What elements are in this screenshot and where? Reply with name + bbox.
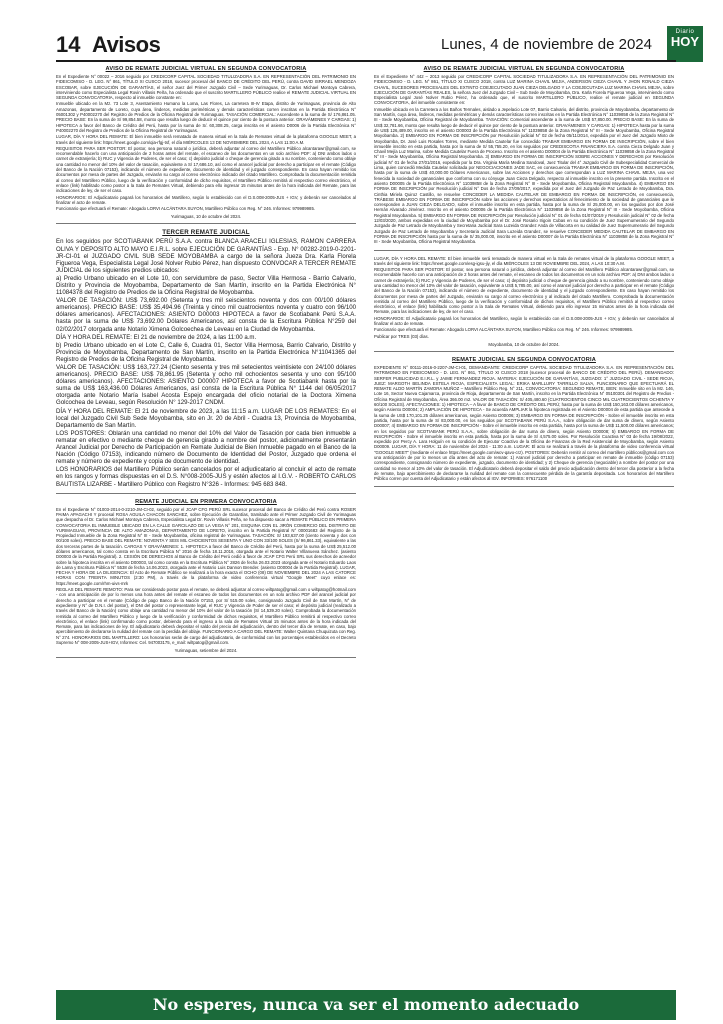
issue-date: Lunes, 4 de noviembre de 2024 [441,36,652,53]
notice-signature: Yurimaguas, setiembre del 2024. [174,648,238,654]
notice-paragraph: En el Expediente N° 01003-2014-0-2210-JM-CI-02, seguido por el JCAP CFG PERÚ SRL sucesor procesal del Banco de Crédito del Perú contra ROSER PAIMA APAGACHI Y procesal ROSA AGUILA CHACON SANCHEZ, sobre Ejecución de Garantías, tramitado ante el Primer Juzgado Civil de Yurimaguas que despacha el Dr. Carlos Michael Montoya Cabrera, Especialista Legal Dr. Rovin Villasis Peña, se ha dispuesto sacar a REMATE PÚBLICO EN PRIMERA CONVOCATORIA EL INMUEBLE UBICADO EN LA CALLE GARCILAZO DE LA VEGA N° 201, ESQUINA CON EL JIRÓN COMERCIO DEL DISTRITO DE YURIMAGUAS, PROVINCIA DE ALTO AMAZONAS, DEPARTAMENTO DE LORETO, inscrito en la Partida Registral N° 00001683 del Registro de la Propiedad Inmueble de la Zona Registral N° III - Sede Moyobamba, oficina registral de Yurimaguas. TASACIÓN: S/ 193,637.00 (ciento noventa y dos con 00/100 soles). PRECIO BASE DEL REMATE: NOVENTA Y SEIS MIL CHOCIENTOS SESENTA Y UNO CON 33/100 SOLES (S/ 96,861.33), equivalente a las dos terceras partes de la tasación. CARGAS Y GRAVÁMENES: 1. HIPOTECA a favor del Banco de Crédito del Perú, hasta por la suma de US$ 25,512.00 dólares americanos, tal como consta en la Escritura Pública N° 2016 de fecha 18.11.2016, otorgada ante el Notario Walter Villanueva Sánchez. (asiento D00003 de la Partida Registral). 2. CESIÓN DE DERECHOS al Banco de Crédito del Perú cedió a favor de JCAP CFG Perú SRL sus derechos de acreedor sobre la hipoteca inscrita en el asiento D00003, tal como consta en la Escritura Pública N° 2826 de fecha 26.03.2023 otorgada ante el Notario Eduardo Laos de Lama y Escritura Pública N° 5538 de fecha 14.06.2023, otorgada ante el Notario Luis Dannon Brender. (asiento D00004 de la Partida Registral). LUGAR, FECHA Y HORA DE LA DILIGENCIA: El Acto de Remate Público se realizará a la hora exacta el OCHO (08) DE NOVIEMBRE DEL 2024 A LAS CATORCE HORAS CON TREINTA MINUTOS (2:30 PM), a través de la plataforma de video conferencia virtual "Google Meet" cuyo enlace es: https://meet.google.com/rhm-uivs-mrk [56,506,356,586]
notice-title: AVISO DE REMATE JUDICIAL VIRTUAL EN SEGUNDA CONVOCATORIA [105,66,307,72]
notice-paragraph: REGLAS DEL REMATE REMOTO: Para ser considerado postor para el remate, se deberá adjuntar al correo wiltpatog@gmail.com o wiltpatog@hotmail.com - con una anticipación de por lo menos una hora antes del remate el escaneo de todos los documentos en un solo archivo PDF del arancel judicial por derecho a participar en el remate (Código de pago Banco de la Nación 07153, por S/ 515.00 soles, consignando Juzgado Civil de San Martín, N° de expediente y N° de D.N.I. del postor), el DNI del postor o representante legal, el RUC y Vigencia de Poder de ser el caso; el depósito judicial (realizado a través del Banco de la Nación) como oblaje una cantidad no menor del 10% del valor de la tasación (S/ 14,539.20 soles). Comprobada la documentación remitida al correo del Martillero Público y luego de la verificación y conformidad de dichos requisitos, el Martillero Público remitirá al respectivo correo electrónico, el enlace (link) confirmando como postor, debiendo para el ingreso a la sala de Remates Virtual 15 minutos antes de la hora indicada del Remate, para las indicaciones de ley. El adjudicatario deberá depositar el saldo del precio del adjudicación, dentro del tercer día de remate, en caso, bajo apercibimiento de declararse la nulidad del remate con la perdida del oblaje. FUNCIONARIO A CARGO DEL REMATE: Walter Quintana Chuquizuta con Reg. N° 274. HONORARIOS DEL MARTILLERO: Los honorarios serán de cargo del adjudicatario, de conformidad con los porcentajes establecidos en el Decreto Supremo N° 008-2005-JUS+IGV, Informes: Cel. 947003175, e_mail: wiltpatog@gmail.com. [56,587,356,646]
notice-paragraph: REQUISITOS PARA SER POSTOR: El postor, sea persona natural o jurídica, deberá adjuntar al correo del Martillero Público alcantarawr@gmail.com, se recomendable hacerlo con una anticipación de 2 horas antes del remate, el escaneo de los documentos en un solo archivo PDF: a) DNI ambos lados o carnet de extranjería; b) RUC y Vigencia de Poderes, de ser el caso; c) depósito judicial o cheque de gerencia girado a su nombre, conteniendo como oblaje una cantidad no menor del 10% del valor de tasación, equivalente a S/ 17,686.10, así como el arancel judicial por derecho a participar en el remate (Código del Banco de la Nación 07153), indicando el número de expediente, documento de identidad y el juzgado correspondiente. En caso hayan remitido los documentos por mesa de partes del Juzgado, enviarán su cargo al correo electrónico indicado del citado Martillero. Comprobada la documentación remitida al correo del Martillero Público, luego de la verificación y conformidad de dicho requisitos, el Martillero Público remitirá al respectivo correo electrónico, el enlace (link) habilitado como postor a la Sala de Remates Virtual, debiendo para ello ingresar 15 minutos antes de la hora indicada del Remate, para las indicaciones de ley, de ser el caso. [56,145,356,194]
newspaper-logo [667,26,703,62]
notice-remate-yurimaguas [56,66,356,224]
logo-top-text: Diario [675,29,695,35]
logo-name: HOY [670,34,700,49]
notice-paragraph: VALOR DE TASACIÓN: US$ 163,727.24 (Ciento sesenta y tres mil setecientos veintisiete con 24/100 dólares americanos). PRECIO BASE: US$ 78,861.95 (Setenta y ocho mil ochocientos sesenta y uno con 95/100 dólares americanos). AFECTACIONES: ASIENTO D00007 HIPOTECA a favor de Scotiabank hasta por la suma de US$ 163,436.00 Dólares Americanos, así consta de la Escritura Pública N° 1144 del 06/05/2017 otorgada ante Notario María Isabel Acosta Espejo encargada del oficio notarial de la Doctora Ximena Golcochea de Leveau, según Resolución N° 129-2017 CNDM. [56,364,356,407]
notice-title: REMATE JUDICIAL EN SEGUNDA CONVOCATORIA [452,356,596,363]
notice-paragraph: HONORARIOS: El Adjudicatario pagará los honorarios del Martillero, según lo establecido con el D.S.008-2005-JUS + IGV, y deberán ser cancelados al finalizar el acto de remate. [56,194,356,205]
notice-paragraph: HONORARIOS: El Adjudicatario pagará los honorarios del Martillero, según lo establecido con el D.S.008-2005-JUS + IGV, y deberán ser cancelados al finalizar el acto de remate. [374,315,674,327]
notice-paragraph: LOS POSTORES: Oblarán una cantidad no menor del 10% del Valor de Tasación por cada bien inmueble a rematar en efectivo o mediante cheque de gerencia girado a nombre del postor, adicionalmente presentarán Arancel Judicial por Derecho de Participación en Remate Judicial de Bien Inmueble pagado en el Banco de la Nación (Código 07153), indicando número de Documento de Identidad del Postor, Juzgado que ordena el remate y número de expediente y copia de documento de identidad. [56,429,356,466]
notice-paragraph: REQUISITOS PARA SER POSTOR: El postor, sea persona natural o jurídica, deberá adjuntar al correo del Martillero Público alcantarawr@gmail.com, se recomendable hacerlo con una anticipación de 2 horas antes del remate, el escaneo de todos los documentos en un solo archivo PDF: a) DNI ambos lados o carnet de extranjería; b) RUC y Vigencia de Poderes, de ser el caso; c) depósito judicial o cheque de gerencia girado a su nombre, conteniendo como oblaje una cantidad no menor del 10% del valor de tasación, equivalente a US$ 5,785.00, así como el arancel judicial por derecho a participar en el remate (Código del Banco de la Nación 07153), indicando el número de expediente, documento de identidad y el juzgado correspondiente. En caso hayan remitido los documentos por mesa de partes del Juzgado, enviarán su cargo al correo electrónico y al indicado del citado Martillero. Comprobada la documentación remitida al correo del Martillero Público, luego de la verificación y conformidad de dichos requisitos, el Martillero Público remitirá al respectivo correo electrónico, el enlace (link) habilitado como postor a la Sala de Remates Virtual, debiendo para ello ingresar 15 minutos antes de la hora indicada del Remate, para las indicaciones de ley, de ser el caso. [374,267,674,315]
notice-paragraph: En el Expediente N° 442 – 2013 seguido por CREDICORP CAPITAL SOCIEDAD TITULIZADORA S.A. EN REPRESENTACIÓN DEL PATRIMONIO EN FIDEICOMISO - D. LEG. N° 861, TÍTULO XI CUSCO 2018, contra LUZ MARINA CHAVIL MEJIA, ANDERSON CIEZA CHAVIL Y JHON RONALD CIEZA CHAVIL, SUCESORES PROCESALES DEL EXTINTO COEJECUTADO JUAN CIEZA DELGADO Y LA COEJECUTADA LUZ MARINA CHAVIL MEJIA, sobre EJECUCIÓN DE GARANTÍAS REALES, la señora Juez del Juzgado Civil – Sub Sede de Moyobamba, Dra. Karla Fiorela Figueroa Vega, interviniendo como Especialista Legal José Nolver Rubio Pérez, ha ordenado que, el suscrito MARTILLERO PÚBLICO, realice el remate judicial en SEGUNDA CONVOCATORIA, del inmueble consistente en: [374,74,674,106]
notice-title: REMATE JUDICIAL EN PRIMERA CONVOCATORIA [135,498,277,505]
notice-signature: Moyobamba, 10 de octubre del 2024. [488,341,560,347]
header-rule [56,60,676,62]
footer-banner [56,990,676,1020]
notice-paragraph: EXPEDIENTE N° 00111-2016-0-2207-JM-CI-01, DEMANDANTE: CREDICORP CAPITAL SOCIEDAD TITULIZADORA S.A. EN REPRESENTACIÓN DEL PATRIMONIO EN FIDEICOMISO - D. LEG. N° 861, TÍTULO XI CUSCO 2018 (sucesor procesal de BANCO DE CRÉDITO DEL PERÚ). DEMANDADO: SERFER PUBLICIDAD E.I.R.L. y JAIME FERNANDEZ RIOJA. MATERIA: EJECUCIÓN DE GARANTÍAS, JUZGADO: 1° JUZGADO CIVIL - SEDE RIOJA, JUEZ: MARGOTH BELINDA ESTELA RIOJA, ESPECIALISTA LEGAL: ERIKA MARLLURY TARRILLO SALVA, FUNCIONARIO QUE EFECTUARÁ EL REMATE ALDO MARTÍN ZAMORA MUÑOZ – Martillero Público Reg. N° 211, CONVOCATORIA: SEGUNDO REMATE, BIEN: Inmueble sito en la Mz. 146, Lote 16, Sector Nueva Cajamarca, provincia de Rioja, departamento de San Martín, inscrito en la Partida Electrónica N° 05100301 del Registro de Predios - Oficina Registral de Moyobamba, Área 366.00 m2. VALOR DE TASACIÓN: S/ 405,480.60 (CUATROCIENTOS CINCO MIL CUATROCIENTOS OCHENTA Y 60/100 SOLES). AFECTACIONES: 1) HIPOTECA – A favor de BANCO DE CRÉDITO DEL PERÚ; hasta por la suma de US$ 150,163.00 dólares americanos, según Asiento D00004; 2) AMPLIACIÓN DE HIPOTECA - Se acuerda AMPLIAR la hipoteca registrada en el Asiento D00004 de esta partida que antecede a la suma de US$ 170,101.25 dólares americanos, según Asiento D00006; 3) EMBARGO EN FORMA DE INSCRIPCIÓN - Sobre el inmueble inscrito en esta partida, hasta por la suma de S/ 83,000.00, en los seguidos por SCOTIABANK PERÚ S.A.A., sobre obligación de dar suma de dinero, según Asiento D00007; 4) EMBARGO EN FORMA DE INSCRIPCIÓN - Sobre el inmueble inscrito en esta partida, hasta por la suma de US$ 11,500.00 dólares americanos; en los seguidos por SCOTIABANK PERÚ S.A.A., sobre obligación de dar suma de dinero, según Asiento D00008; 5) EMBARGO EN FORMA DE INSCRIPCIÓN - Sobre el inmueble inscrito en esta partida, hasta por la suma de S/ 4,575.00 soles. Por Resolución Coactiva N° 03 de fecha 19/08/2022, expedido por Percy A. Lara Holguín en su condición de Ejecutor Coactivo de la Oficina de Finanzas de la Red Asistencial de Moyobamba, según Asiento D00009. LUGAR, DÍA Y HORA: 11 de noviembre del 2024 - 11:00 a.m. LUGAR: El acto se realizará a través de la plataforma de video conferencia virtual "GOOGLE MEET" (mediante el enlace https://meet.google.com/wcv-qavo-crz). POSTORES: Deberán remitir al correo del martillero públicos@gmail.com con una anticipación de por lo menos un día antes del acto de remate: 1) Arancel judicial por derecho a participar en remate de inmueble (código 07153) correspondiente, consignando número de expediente, juzgado, documento de identidad; y 2) Cheque de gerencia (negociable) a nombre del postor por una cantidad no menor al 10% del valor de tasación. El Adjudicatario deberá depositar el saldo del precio adjudicación dentro del tercer día posterior a la fecha de remate, bajo apercibimiento de declararse la nulidad del remate con la consecuente pérdida de la garantía depositada. Los honorarios del Martillero Público corren por cuenta del Adjudicatario y están afectos al IGV. INFORMES: 976171100 [374,364,674,482]
notice-primera-convocatoria [56,499,356,659]
footer-slogan: No esperes, nunca va ser el momento adecuado [152,995,580,1014]
notice-remate-moyobamba-details [374,256,674,352]
notice-signature: Yurimaguas, 10 de octubre del 2024. [170,214,242,220]
notice-title: AVISO DE REMATE JUDICIAL VIRTUAL EN SEGUNDA CONVOCATORIA [423,66,625,72]
notice-paragraph: LOS HONORARIOS del Martillero Público serán cancelados por el adjudicatario al concluir el acto de remate en los rangos y formas dispuestas en el D.S. N°008-2005-JUS y estén afectos al I.G.V. - ROBERTO CARLOS BAUTISTA LIZARBE - Martillero Público con Registro N°326 - Informes: 945 683 848. [56,466,356,488]
notice-paragraph: a) Predio Urbano ubicado en el Lote 10, con servidumbre de paso, Sector Villa Hermosa - Barrio Calvario, Distrito y Provincia de Moyobamba, Departamento de San Martín, inscrito en la Partida Electrónica N° 11084378 del Registro de Predios de la Oficina Registral de Moyobamba. [56,274,356,297]
notice-paragraph: DÍA Y HORA DEL REMATE: El 21 de noviembre de 2024, a las 11:00 a.m. [56,333,257,341]
notice-paragraph: Inmueble ubicado en la Mz. 73 Lote 3, Asentamiento Humano la Loma, Las Flores, La carretera III-IV Etapa, distrito de Yurimaguas, provincia de Alto Amazonas, departamento de Loreto, cuya área, linderos, medidas perimétricas y demás características corren inscritas en la Partida Electrónica N° 05001302 y P40002270 del Registro de Predios de la Oficina Registral de Yurimaguas. TASACIÓN COMERCIAL: Ascendente a la suma de S/ 176,861.05. PRECIO BASE: En la suma de S/ 99,854.58, monto que resulta luego de deducir el quince por ciento de la postura anterior. GRAVÁMENES Y CARGAS: 1) HIPOTECA a favor del Banco de Crédito del Perú, hasta por la suma de S/. 60,308.25, carga inscrita en el asiento D0006 de la Partida Electrónica N° P40002270 del Registro de Predios de la Oficina Registral de Yurimaguas. [56,101,356,133]
notice-paragraph: Inmueble ubicado en la Carretera a los Baños Termales, aislado a Jepelacio Lote 07, Barrio Calvario, del distrito, provincia de Moyobamba, departamento de San Martín, cuya área, linderos, medidas perimétricas y demás características corren inscritas en la Partida Electrónica N° 11039858 de la Zona Registral N° III - Sede Moyobamba, Oficina Registral de Moyobamba. TASACIÓN: Comercial ascendente a la suma de US$ 57,850.00. PRECIO BASE: En la suma de US$ 32,781.66, monto que resulta luego de deducir el quince por ciento de la postura anterior. GRAVÁMENES Y CARGAS: 1) HIPOTECA hasta por la suma de US$ 126,489.00, inscrito en el asiento D00003 de la Partida Electrónica N° 11039858 de la Zona Registral N° III - Sede Moyobamba, Oficina Registral Moyobamba. 2) EMBARGO EN FORMA DE INSCRIPCIÓN por Resolución judicial N° 02 de fecha 05/11/2014, expedida por el Juez del Juzgado Mixto de Moyobamba, Dr. José Luis Rosales Torres, mediante Medida Cautelar fue concedido TRABAR EMBARGO EN FORMA DE INSCRIPCIÓN, sobre el bien inmueble inscrito en esta partida, hasta por la suma de S/ 55,755.20, en los seguidos por CREDISCOTIA FINANCIERA S.A. contra Cieza Delgado Juan y Chavil Mejía Luz Marina, sobre Medida Cautelar Fuera de Proceso. Inscrito en el asiento D00004 de la Partida Electrónica N° 11039858 de la Zona Registral N° III - Sede Moyobamba, Oficina Registral Moyobamba. 3) EMBARGO EN FORMA DE INSCRIPCIÓN SOBRE ACCIONES Y DERECHOS por Resolución judicial N° 01 de fecha 27/01/2016, expedida por la Dra. Virginia María Medina Sandoval, Juez Titular del 4° Juzgado Civil de Subespecialidad Comercial de Lima, quien concedió Medida Cautelar solicitada por NEGOCIACIONES JADE SAC, en consecuencia TRABAR EMBARGO EN FORMA DE INSCRIPCIÓN, hasta por la suma de US$ 40,000.00 Dólares Americanos, sobre las Acciones y derechos que correspondan a LUZ MARINA CHAVIL MEJIA, una vez fenecida la sociedad de gananciales que conforma con su cónyuge Juan Cieza Delgado, respecto al inmueble inscrito en la presente partida. Inscrito en el asiento D00005 de la Partida Electrónica N° 11039858 de la Zona Registral N° III - Sede Moyobamba, Oficina Registral Moyobamba. 4) EMBARGO EN FORMA DE INSCRIPCIÓN por Resolución judicial N° Dos de fecha 27/09/2017, expedida por el Juez del Juzgado de Paz Letrado de Moyobamba, Dra. Cinthia Miriela Quiroz Castillo, se resuelve CONCEDER LA MEDIDA CAUTELAR DE EMBARGO EN FORMA DE INSCRIPCIÓN, en consecuencia, TRÁBESE EMBARGO EN FORMA DE INSCRIPCIÓN sobre las acciones y derechos expectaticios al fenecimiento de la sociedad de gananciales que le corresponden a JUAN CIEZA DELGADO, sobre el inmueble inscrito en esta partida, hasta por la suma de S/ 25,000.00, en los seguidos por don José Hernán Alvarado Jiménez. Inscrito en el asiento D00006 de la Partida Electrónica N° 11039858 de la Zona Registral N° III - Sede Moyobamba, Oficina Registral Moyobamba. 5) EMBARGO EN FORMA DE INSCRIPCIÓN por Resolución judicial N° 01 de fecha 01/07/2019 y Resolución judicial N° 02 de fecha 12/03/2020, ambos expedidas en la ciudad de Moyobamba por el Dr. José Rosario Irigoin Cubas en su condición de Juez Supernumerario del Segundo Juzgado de Paz Letrado de Moyobamba y Secretaria Judicial Sara Luzeida Grandez Anda de Villacorta en su calidad de Juez Supernumerario del Segundo Juzgado de Paz Letrado de Moyobamba y Secretaria Judicial Sara Luzeida Grandez, se resuelve CONCEDER MEDIDA CAUTELAR DE EMBARGO EN FORMA DE INSCRIPCIÓN hasta por la suma de S/ 35,000.00, inscrito en el asiento D00007 de la Partida Electrónica N° 11039858 de la Zona Registral N° III - Sede Moyobamba, Oficina Registral Moyobamba. [374,106,674,245]
page-header [56,29,700,58]
notice-paragraph: Funcionario que efectuará el Remate: Abogado LORVI ALCÁNTARA SUYON, Martillero Público con Reg. N° 246. Informes: 979989985. [56,206,316,212]
right-column [374,66,674,986]
left-column [56,66,356,986]
notice-paragraph: Funcionario que efectuará el Remate: Abogado LORVI ALCÁNTARA SUYON, Martillero Público con Reg. N° 246. Informes: 979989985. [374,327,634,333]
notice-tercer-remate [56,229,356,493]
notice-paragraph: LUGAR, DÍA Y HORA DEL REMATE: El bien inmueble será rematado de manera virtual en la Sala de remates virtual de la plataforma GOOGLE MEET, a través del siguiente link: https://meet.google.com/esg-igsu-jiy, el día MIÉRCOLES 13 DE NOVIEMBRE DEL 2024, A LAS 10:30 A.M. [374,255,674,266]
page-number: 14 [56,32,81,57]
notice-paragraph: LUGAR, DÍA Y HORA DEL REMATE: El bien inmueble será rematado de manera virtual en la Sala de Remates virtual de la plataforma GOOGLE MEET, a través del siguiente link: https://meet.google.com/qia-rfgj-tsf, el día MIÉRCOLES 13 DE NOVIEMBRE DEL 2024, A LAS 11:00 A.M. [56,134,356,145]
notice-remate-moyobamba [374,66,674,251]
section-title: Avisos [92,32,161,57]
notice-title: TERCER REMATE JUDICIAL [162,229,250,237]
notice-paragraph: DÍA Y HORA DEL REMATE: El 21 de noviembre de 2023, a las 11:15 a.m. LUGAR DE LOS REMATES: En el local del Juzgado Civil Sub Sede Moyobamba, sito en Jr. 20 de Abril - Cuadra 13, Provincia de Moyobamba, Departamento de San Martín. [56,407,356,429]
notice-paragraph: En el Expediente N° 00022 – 2016 seguido por CREDICORP CAPITAL SOCIEDAD TITULIZADORA S.A. EN REPRESENTACIÓN DEL PATRIMONIO EN FIDEICOMISO - D. LEG. N° 861, TÍTULO XI CUSCO 2018, sucesor procesal del BANCO DE CRÉDITO DEL PERÚ, contra DAVID ISRRAEL MENDOZA ESCOBAR, sobre EJECUCIÓN DE GARANTÍAS, el señor Juez del Primer Juzgado Civil – Sede Yurimaguas, Dr. Carlos Michael Montoya Cabrera, interviniendo como Especialista Legal Rovin Villasis Peña, ha ordenado que el suscrito MARTILLERO PÚBLICO realice el REMATE JUDICIAL VIRTUAL EN SEGUNDA CONVOCATORIA, respecto al inmueble constante en: [56,74,356,101]
notice-paragraph: b) Predio Urbano ubicado en el Lote C, Calle 6, Cuadra 01, Sector Villa Hermosa, Barrio Calvario, Distrito y Provincia de Moyobamba, Departamento de San Martín, inscrito en la Partida Electrónica N°11041365 del Registro de Predios de la Oficina Registral de Moyobamba. [56,341,356,363]
notice-paragraph: En los seguidos por SCOTIABANK PERÚ S.A.A. contra BLANCA ARACELI IGLESIAS, RAMON CARRERA OLIVA Y DEPOSITO ALTO MAYO E.I.R.L. sobre EJECUCIÓN DE GARANTÍAS - Exp. N° 00282-2019-0-2201-JR-CI-01 el JUZGADO CIVIL SUB SEDE MOYOBAMBA a cargo de la señora Jueza Dra. Karla Florela Figueroa Vega, Especialista Legal José Nolver Rubio Pérez, han dispuesto CONVOCAR A TERCER REMATE JUDICIAL de los siguientes predios ubicados: [56,238,356,274]
notice-paragraph: Publicar por TRES (03) días. [374,333,429,339]
notice-segunda-convocatoria-rioja [374,357,674,488]
notice-paragraph: VALOR DE TASACIÓN: US$ 73,692.00 (Setenta y tres mil seiscientos noventa y dos con 00/100 dólares americanos). PRECIO BASE: US$ 35,494.96 (Treinta y cinco mil cuatrocientos noventa y cuatro con 96/100 dólares americanos). AFECTACIONES: ASIENTO D00003 HIPOTECA a favor de Scotiabank Perú S.A.A. hasta por la suma de US$ 73,692.00 Dólares Americanos, así consta de la Escritura Pública N°259 del 02/02/2017 otorgada ante Notario Ximena Golcoechea de Leveau en la Ciudad de Moyobamba. [56,297,356,333]
